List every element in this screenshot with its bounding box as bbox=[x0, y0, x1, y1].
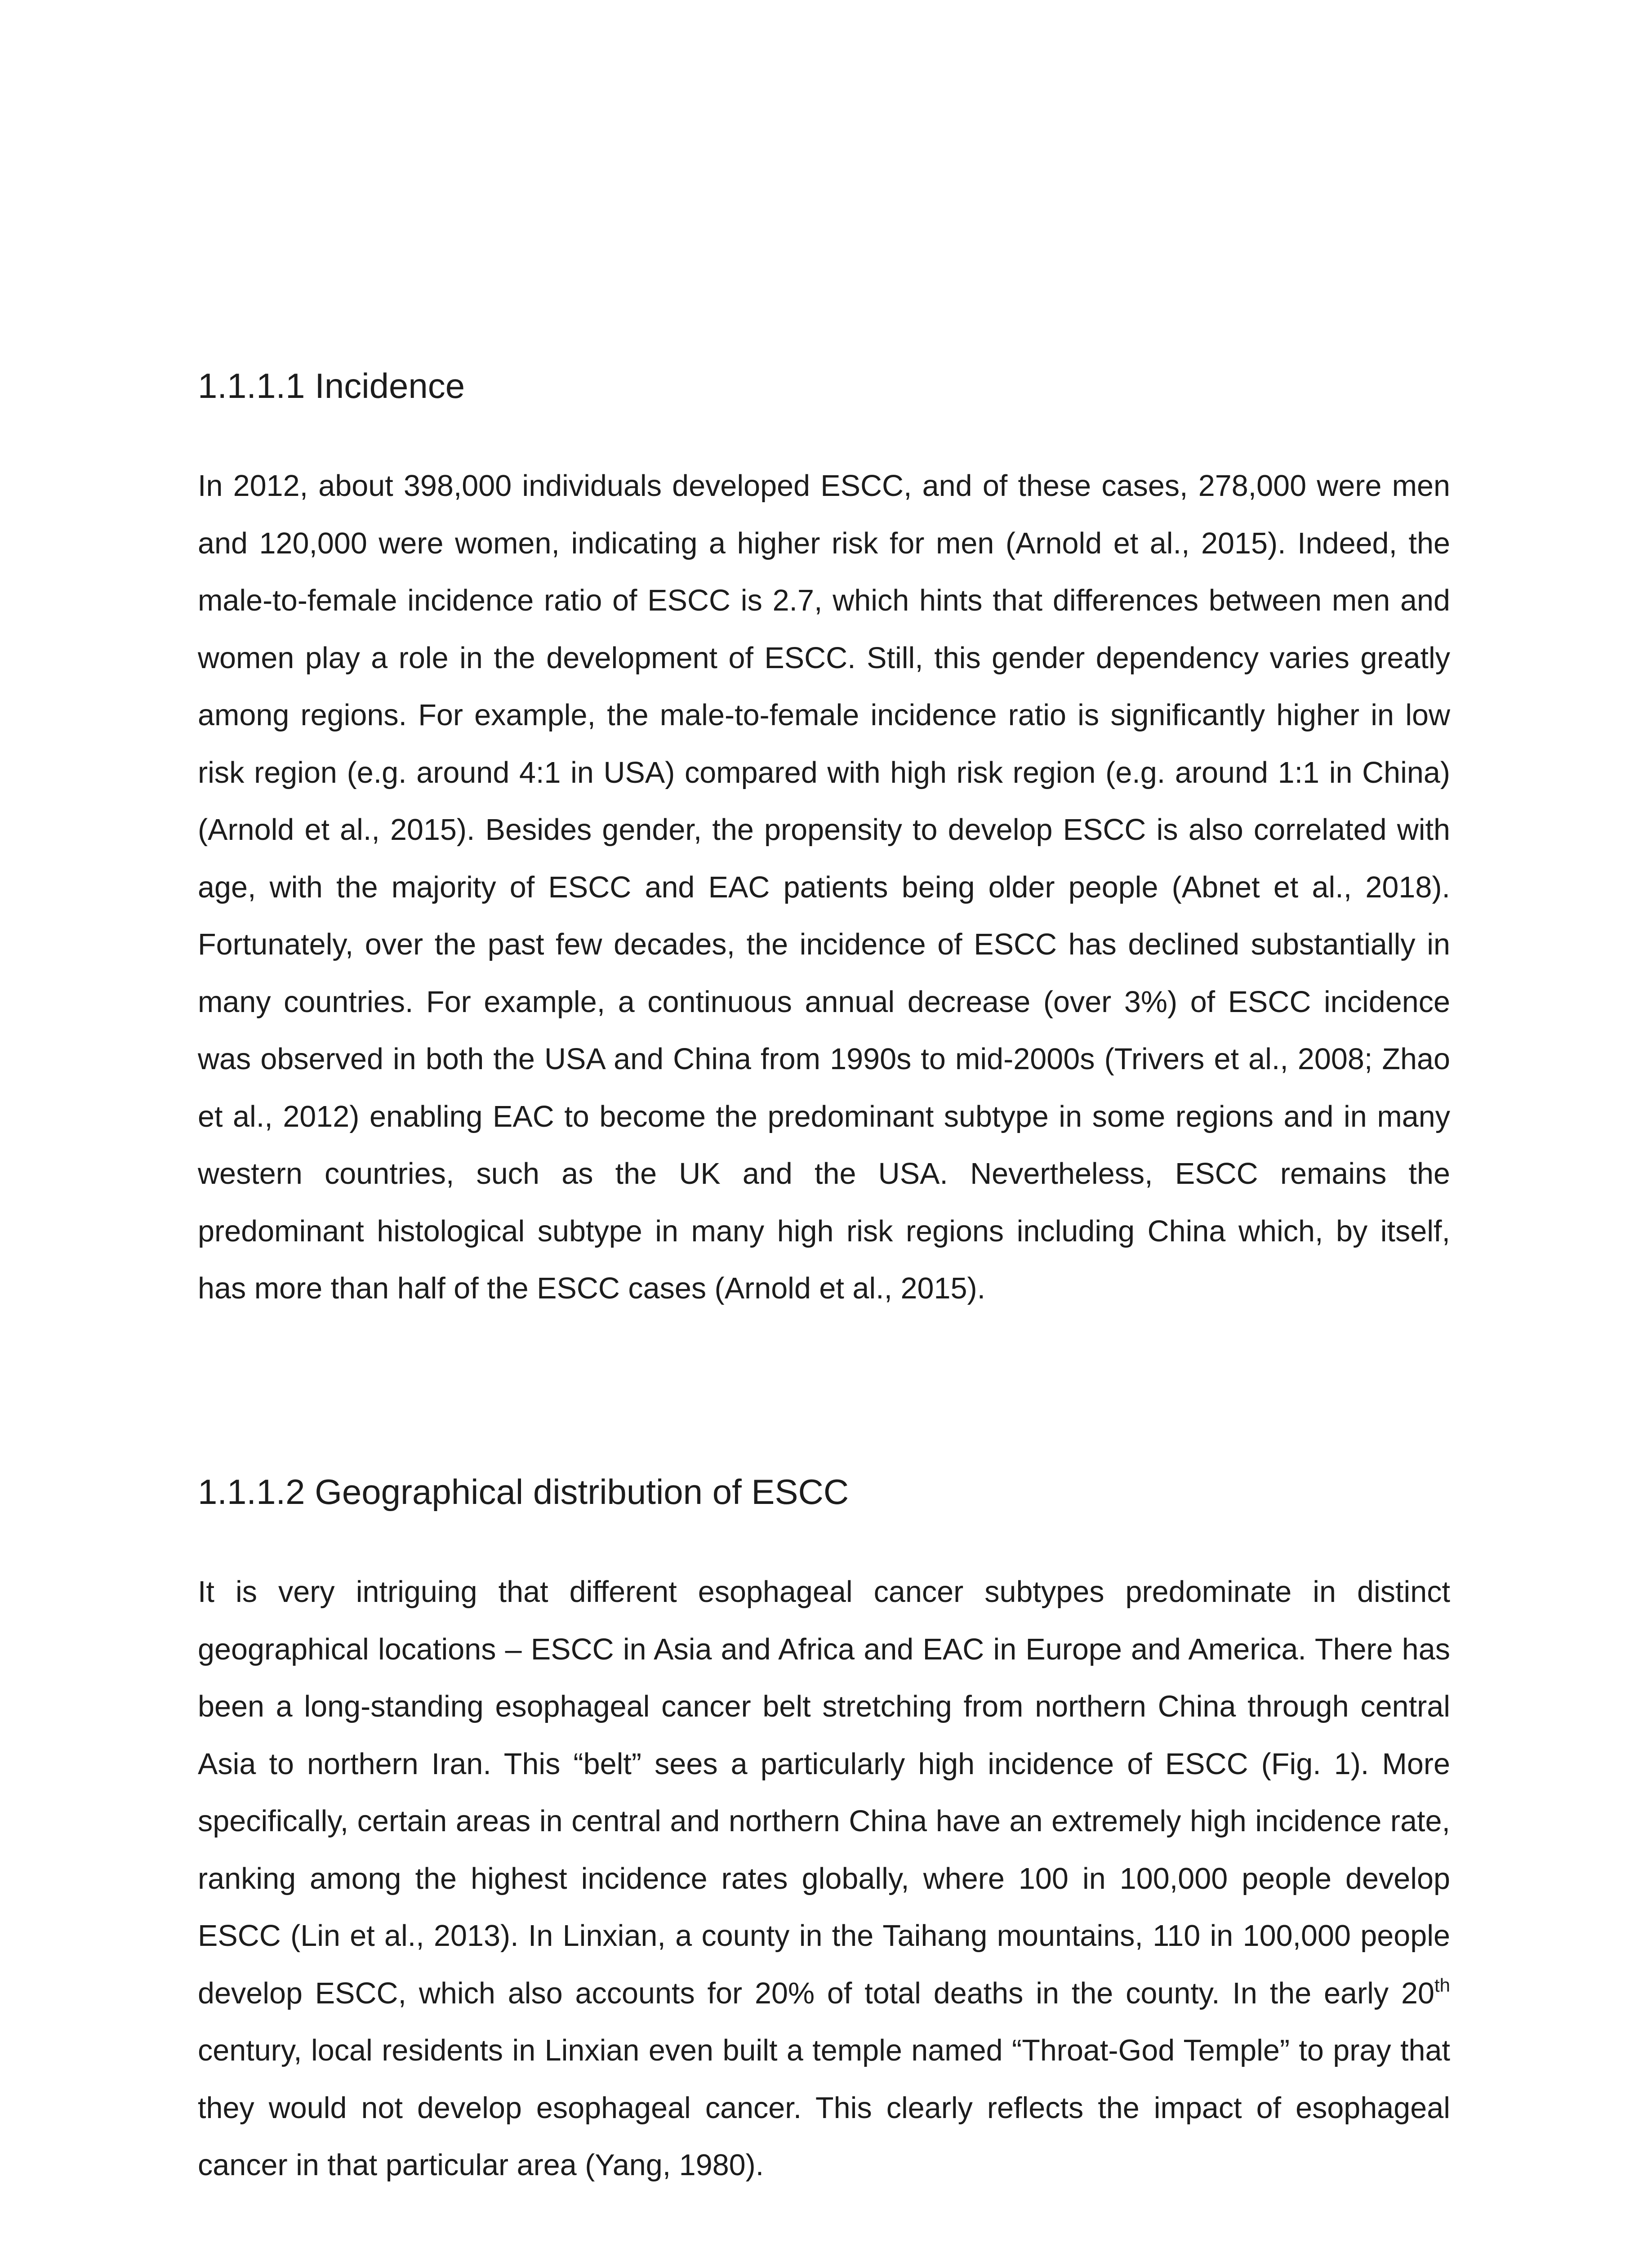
superscript-ordinal: th bbox=[1434, 1974, 1450, 1996]
paragraph-text-part-2: century, local residents in Linxian even built a temple named “Throat-God Temple” to pray that they would not develop esophageal cancer. This clearly reflects the impact of esophageal cancer in that particular area (Yang, 1980). bbox=[198, 2034, 1450, 2182]
section-heading-incidence: 1.1.1.1 Incidence bbox=[198, 366, 465, 406]
paragraph-incidence: In 2012, about 398,000 individuals developed ESCC, and of these cases, 278,000 were men and 120,000 were women, indicating a higher risk for men (Arnold et al., 2015). Indeed, the male-to-female incidence ratio of ESCC is 2.7, which hints that differences between men and women play a role in the development of ESCC. Still, this gender dependency varies greatly among regions. For example, the male-to-female incidence ratio is significantly higher in low risk region (e.g. around 4:1 in USA) compared with high risk region (e.g. around 1:1 in China) (Arnold et al., 2015). Besides gender, the propensity to develop ESCC is also correlated with age, with the majority of ESCC and EAC patients being older people (Abnet et al., 2018). Fortunately, over the past few decades, the incidence of ESCC has declined substantially in many countries. For example, a continuous annual decrease (over 3%) of ESCC incidence was observed in both the USA and China from 1990s to mid-2000s (Trivers et al., 2008; Zhao et al., 2012) enabling EAC to become the predominant subtype in some regions and in many western countries, such as the UK and the USA. Nevertheless, ESCC remains the predominant histological subtype in many high risk regions including China which, by itself, has more than half of the ESCC cases (Arnold et al., 2015). bbox=[198, 469, 1450, 1305]
paragraph-text-part-1: It is very intriguing that different esophageal cancer subtypes predominate in distinct geographical locations – ESCC in Asia and Africa and EAC in Europe and America. There has been a long-standing esophageal cancer belt stretching from northern China through central Asia to northern Iran. This “belt” sees a particularly high incidence of ESCC (Fig. 1). More specifically, certain areas in central and northern China have an extremely high incidence rate, ranking among the highest incidence rates globally, where 100 in 100,000 people develop ESCC (Lin et al., 2013). In Linxian, a county in the Taihang mountains, 110 in 100,000 people develop ESCC, which also accounts for 20% of total deaths in the county. In the early 20 bbox=[198, 1575, 1450, 2010]
paragraph-geographical-distribution bbox=[198, 1564, 1450, 2194]
document-page bbox=[198, 0, 1450, 2248]
section-heading-geographical-distribution: 1.1.1.2 Geographical distribution of ESCC bbox=[198, 1472, 849, 1512]
